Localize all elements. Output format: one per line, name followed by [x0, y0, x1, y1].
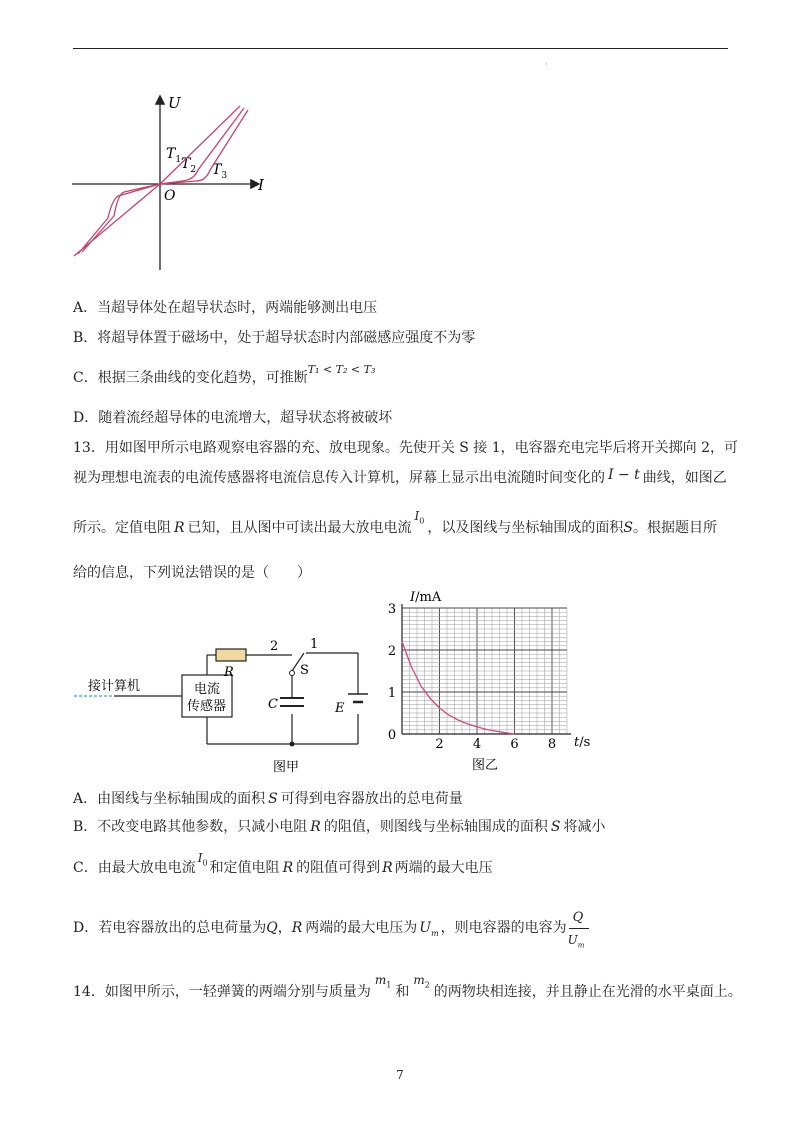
q13-option-c-mid: 和定值电阻 [209, 860, 280, 876]
header-rule [73, 48, 728, 49]
chart-grid [402, 604, 571, 734]
q13-option-d-post: ，则电容器的电容为 [440, 920, 567, 936]
t2-label: $T_2$ [181, 156, 197, 175]
t3-label: $T_3$ [212, 162, 228, 181]
q13-line-3 [73, 509, 717, 543]
q13-option-c-pre: C．由最大放电电流 [73, 860, 196, 876]
q13-option-d-comma: ， [277, 920, 292, 936]
q13-option-c-r: R [282, 860, 294, 876]
q13-line-3b: 已知，且从图中可读出最大放电电流 [187, 520, 412, 536]
chart-y-tick-label: 2 [387, 644, 397, 659]
sensor-label-2: 传感器 [187, 699, 227, 714]
q13-option-a-pre: A．由图线与坐标轴围成的面积 [73, 791, 266, 807]
page-number: 7 [396, 1068, 404, 1082]
q12-option-a: A．当超导体处在超导状态时，两端能够测出电压 [73, 300, 378, 316]
resistor-label: R [224, 665, 234, 680]
terminal-1-label: 1 [310, 637, 319, 652]
junction-dot [290, 742, 295, 747]
q13-option-b-r: R [310, 819, 321, 835]
switch-pivot [290, 671, 295, 676]
q13-option-b-post: 将减小 [563, 819, 606, 835]
q14-pre: 14．如图甲所示，一轻弹簧的两端分别与质量为 [73, 984, 371, 1000]
q13-line-4: 给的信息，下列说法错误的是（ ） [73, 565, 311, 581]
origin-label: O [164, 188, 176, 204]
fraction-bar [569, 928, 589, 929]
circuit-caption: 图甲 [273, 760, 300, 775]
q13-option-b-pre: B．不改变电路其他参数，只减小电阻 [73, 819, 308, 835]
circuit-figure [70, 630, 380, 780]
q13-line-1: 13．用如图甲所示电路观察电容器的充、放电现象。先使开关 S 接 1，电容器充电完毕后将开关掷向 2，可 [73, 440, 739, 456]
it-chart [382, 586, 600, 780]
q12-option-d: D．随着流经超导体的电流增大，超导状态将被破坏 [73, 410, 393, 426]
header-dot: · [545, 60, 548, 69]
q13-line-3a: 所示。定值电阻 [73, 520, 171, 536]
q13-line-2 [73, 468, 727, 488]
q13-line-3d: 。根据题目所 [632, 520, 717, 536]
q13-option-b-mid: 的阻值，则图线与坐标轴围成的面积 [323, 819, 548, 835]
resistor-r [216, 649, 246, 661]
q13-r-symbol: R [174, 520, 185, 536]
t1-label: $T_1$ [166, 146, 182, 165]
q13-option-c-r2: R [382, 860, 393, 876]
ui-curve-figure [70, 92, 270, 272]
q12-option-c [73, 363, 376, 389]
fraction-numerator: Q [572, 910, 584, 925]
q12-option-c-math: T₁ < T₂ < T₃ [307, 363, 376, 376]
q13-option-c-i0: $I_0$ [197, 851, 208, 868]
chart-xlabel: t/s [574, 735, 591, 750]
q13-option-d-mid: 两端的最大电压为 [305, 920, 418, 936]
q13-option-c-post: 两端的最大电压 [394, 860, 493, 876]
q13-option-b-s: S [550, 819, 561, 835]
q12-option-c-text: C．根据三条曲线的变化趋势，可推断 [73, 370, 308, 386]
q14-m1: $m_1$ [374, 973, 392, 990]
computer-label: 接计算机 [88, 679, 141, 694]
chart-x-tick-label: 8 [547, 737, 557, 752]
terminal-2-label: 2 [270, 639, 279, 654]
q13-line-2a: 视为理想电流表的电流传感器将电流信息传入计算机，屏幕上显示出电流随时间变化的 [73, 470, 605, 486]
q13-option-a [73, 789, 463, 809]
chart-y-tick-label: 3 [387, 602, 397, 617]
q13-i0-symbol: $I_0$ [414, 509, 425, 526]
q13-option-a-s: S [268, 791, 278, 807]
chart-x-tick-label: 2 [435, 737, 444, 752]
q14-line [73, 973, 742, 1007]
q13-option-b [73, 817, 605, 837]
q13-option-a-post: 可得到电容器放出的总电荷量 [280, 791, 463, 807]
curve-t3 [82, 110, 248, 252]
i-axis-label: I [258, 176, 264, 194]
q13-option-d-pre: D．若电容器放出的总电荷量为 [73, 920, 267, 936]
q13-option-c-mid2: 的阻值可得到 [296, 860, 381, 876]
battery-label: E [335, 701, 345, 716]
q13-option-d-r: R [291, 920, 303, 936]
switch-label: S [300, 663, 309, 678]
q13-option-d-q: Q [266, 920, 278, 936]
chart-x-tick-label: 6 [510, 737, 519, 752]
fraction-denominator: $U_m$ [567, 933, 585, 950]
chart-ylabel: I/mA [410, 590, 442, 605]
q13-option-d-um: $U_m$ [419, 920, 439, 938]
q13-s-symbol: S [623, 520, 633, 536]
q14-post: 的两物块相连接，并且静止在光滑的水平桌面上。 [433, 984, 742, 1000]
chart-x-tick-label: 4 [472, 737, 482, 752]
q14-and: 和 [395, 984, 410, 1000]
chart-caption: 图乙 [472, 758, 499, 773]
chart-y-tick-label: 1 [387, 686, 397, 701]
chart-origin-label: 0 [387, 728, 397, 743]
q13-line-3c: ，以及图线与坐标轴围成的面积 [427, 520, 624, 536]
capacitor-label: C [268, 697, 278, 712]
q13-it-math: I − t [608, 467, 640, 483]
q13-option-d [73, 910, 591, 950]
sensor-label-1: 电流 [194, 682, 221, 697]
q14-m2: $m_2$ [413, 973, 430, 990]
q13-line-2b: 曲线，如图乙 [642, 470, 727, 486]
q13-option-c [73, 851, 493, 883]
q12-option-b: B．将超导体置于磁场中，处于超导状态时内部磁感应强度不为零 [73, 330, 476, 346]
u-axis-label: U [168, 94, 181, 112]
